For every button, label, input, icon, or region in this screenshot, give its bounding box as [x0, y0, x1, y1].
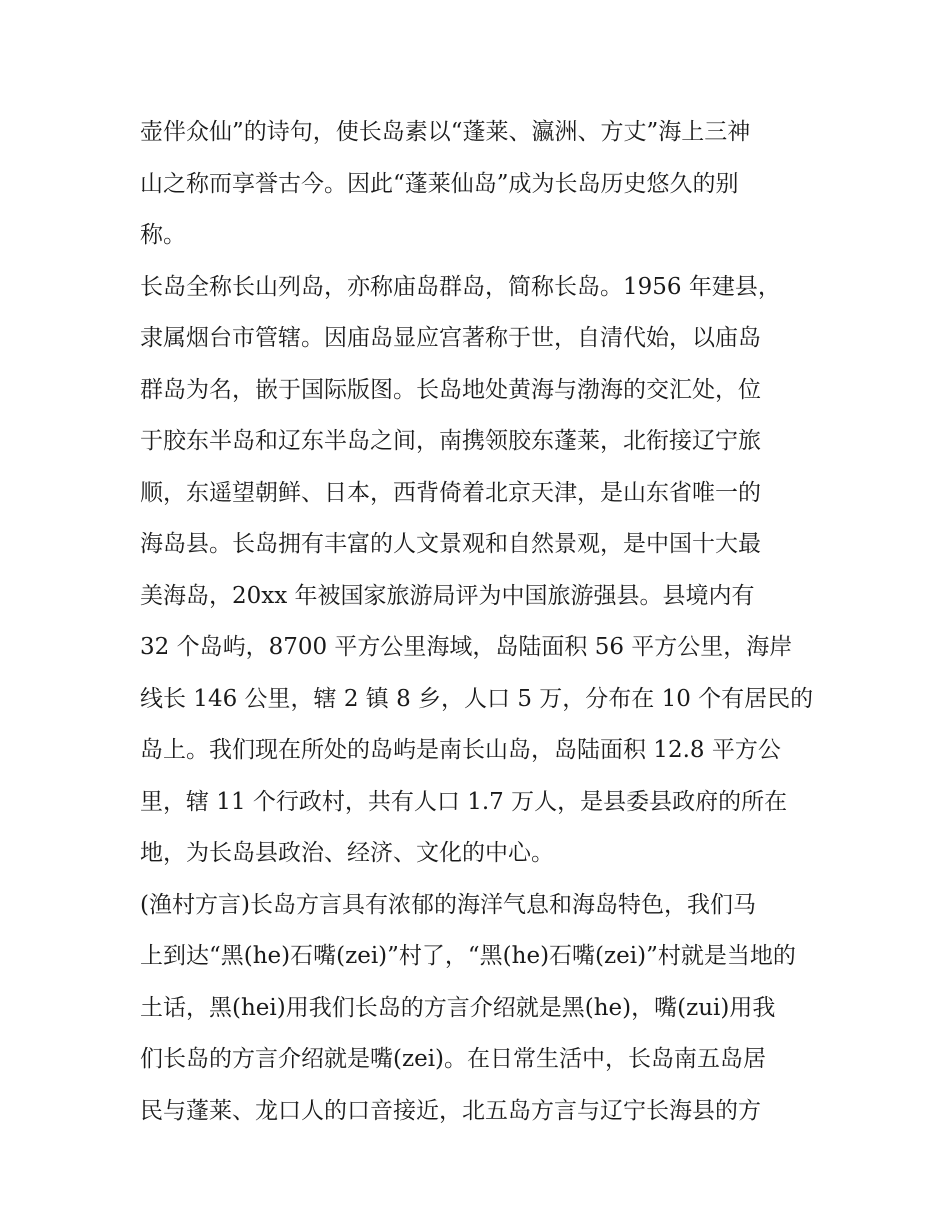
- text-line: 地，为长岛县政治、经济、文化的中心。: [140, 840, 554, 866]
- text-line: 群岛为名，嵌于国际版图。长岛地处黄海与渤海的交汇处，位: [140, 376, 761, 403]
- text-line: 32 个岛屿，8700 平方公里海域，岛陆面积 56 平方公里，海岸: [140, 634, 793, 660]
- text-line: 线长 146 公里，辖 2 镇 8 乡，人口 5 万，分布在 10 个有居民的: [140, 685, 814, 712]
- text-line: 美海岛，20xx 年被国家旅游局评为中国旅游强县。县境内有: [140, 582, 755, 609]
- text-line: 上到达“黑(he)石嘴(zei)”村了，“黑(he)石嘴(zei)”村就是当地的: [140, 943, 796, 969]
- text-line: 顺，东遥望朝鲜、日本，西背倚着北京天津，是山东省唯一的: [140, 479, 761, 506]
- text-line: (渔村方言)长岛方言具有浓郁的海洋气息和海岛特色，我们马: [140, 891, 756, 918]
- text-line: 壶伴众仙”的诗句，使长岛素以“蓬莱、瀛洲、方丈”海上三神: [140, 119, 751, 145]
- text-line: 民与蓬莱、龙口人的口音接近，北五岛方言与辽宁长海县的方: [140, 1097, 761, 1124]
- text-line: 们长岛的方言介绍就是嘴(zei)。在日常生活中，长岛南五岛居: [140, 1046, 767, 1072]
- text-line: 土话，黑(hei)用我们长岛的方言介绍就是黑(he)，嘴(zui)用我: [140, 994, 776, 1021]
- text-line: 隶属烟台市管辖。因庙岛显应宫著称于世，自清代始，以庙岛: [140, 325, 761, 351]
- text-line: 称。: [140, 222, 186, 248]
- text-line: 里，辖 11 个行政村，共有人口 1.7 万人，是县委县政府的所在: [140, 788, 788, 815]
- text-line: 海岛县。长岛拥有丰富的人文景观和自然景观，是中国十大最: [140, 531, 761, 557]
- text-line: 于胶东半岛和辽东半岛之间，南携领胶东蓬莱，北衔接辽宁旅: [140, 428, 761, 454]
- text-line: 长岛全称长山列岛，亦称庙岛群岛，简称长岛。1956 年建县，: [140, 273, 781, 300]
- text-line: 山之称而享誉古今。因此“蓬莱仙岛”成为长岛历史悠久的别: [140, 170, 739, 197]
- text-line: 岛上。我们现在所处的岛屿是南长山岛，岛陆面积 12.8 平方公: [140, 737, 781, 763]
- body-text: [140, 107, 820, 1137]
